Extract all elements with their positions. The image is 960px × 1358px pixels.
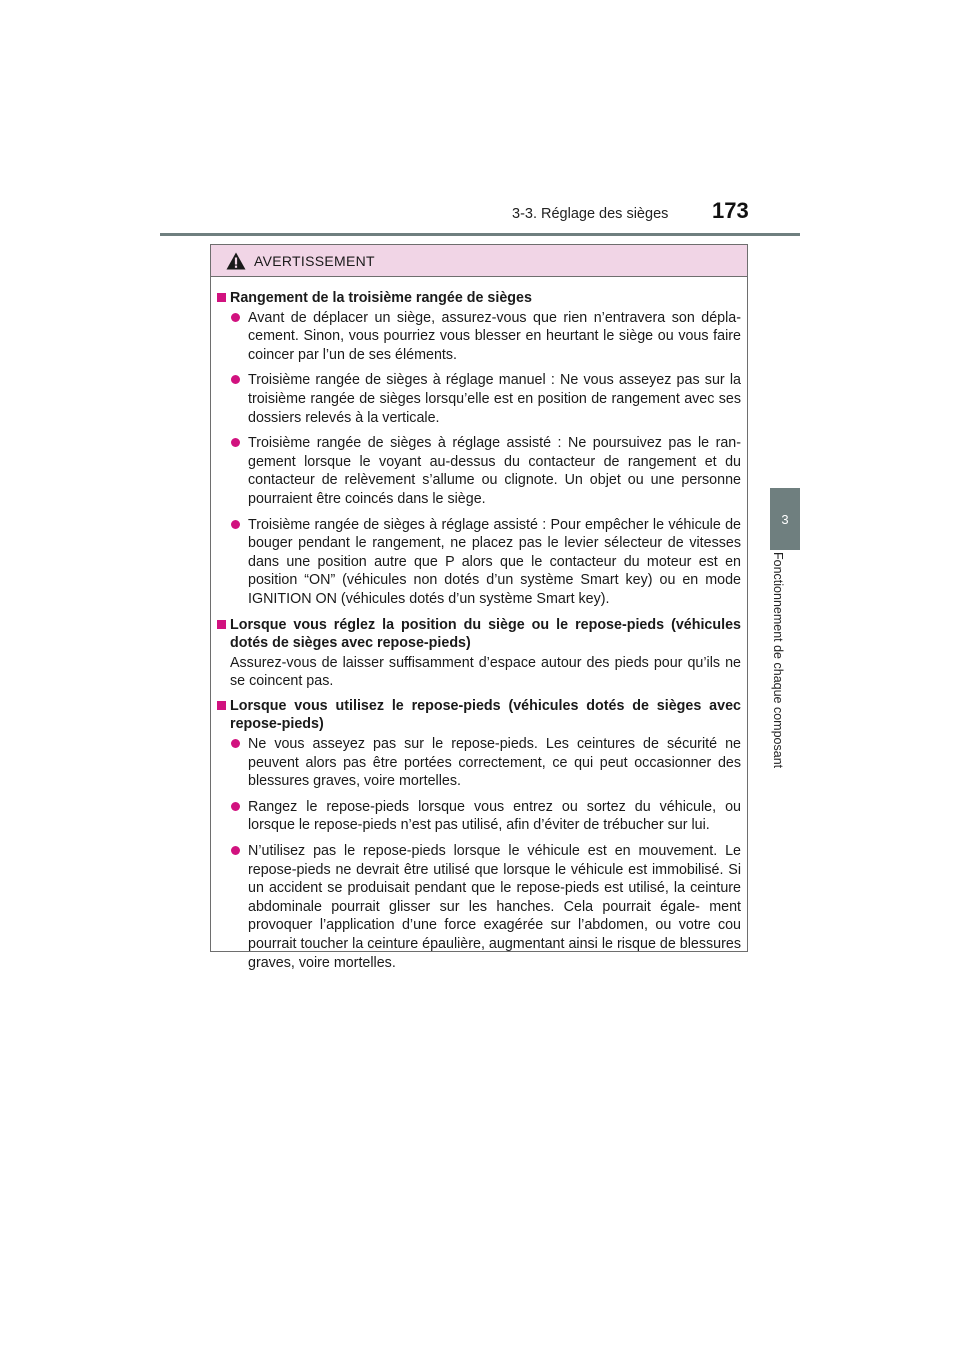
- header-rule: [160, 233, 800, 236]
- list-item: [217, 798, 741, 835]
- page-header: [0, 0, 960, 240]
- list-item: [217, 371, 741, 427]
- chapter-number: 3: [781, 511, 789, 527]
- list-item: [217, 842, 741, 972]
- warning-section: [217, 697, 741, 972]
- warning-section: [217, 616, 741, 691]
- warning-box: [210, 244, 748, 971]
- round-bullet-icon: [231, 375, 240, 384]
- list-item-text: Ne vous asseyez pas sur le repose-pieds. Les ceintures de sécurité ne peuvent alors pas être portées correctement, ce qui peut occasionner des blessures graves, voire mortelles.: [248, 736, 741, 790]
- list-item-text: Rangez le repose-pieds lorsque vous entrez ou sortez du véhicule, ou lorsque le repose-pieds n’est pas utilisé, afin d’éviter de trébucher sur lui.: [248, 798, 741, 834]
- section-heading: [217, 289, 741, 308]
- list-item-text: Avant de déplacer un siège, assurez-vous que rien n’entravera son dépla- cement. Sinon, vous pourriez vous blesser en heurtant le siège ou vous faire coincer par l’un de ses éléments.: [248, 309, 741, 363]
- section-text: Assurez-vous de laisser suffisamment d’espace autour des pieds pour qu’ils ne se coincent pas.: [230, 654, 741, 690]
- square-bullet-icon: [217, 701, 226, 710]
- square-bullet-icon: [217, 620, 226, 629]
- round-bullet-icon: [231, 802, 240, 811]
- round-bullet-icon: [231, 520, 240, 529]
- list-item-text: N’utilisez pas le repose-pieds lorsque le véhicule est en mouvement. Le repose-pieds ne devrait être utilisé que lorsque le véhicule est immobilisé. Si un accident se produisait pendant que le repose-pieds est utilisé, la ceinture abdominale pourrait glisser sur les hanches. Cela pourrait égale- ment provoquer l’application d’une force exagérée sur l’abdomen, ou votre cou pourrait toucher la ceinture épaulière, augmentant ainsi le risque de blessures graves, voire mortelles.: [248, 843, 741, 971]
- chapter-tab: [770, 488, 800, 550]
- list-item-text: Troisième rangée de sièges à réglage manuel : Ne vous asseyez pas sur la troisième rangée de sièges lorsqu’elle est en position de rangement avec ses dossiers relevés à la verticale.: [248, 372, 741, 426]
- section-heading-text: Lorsque vous utilisez le repose-pieds (véhicules dotés de sièges avec repose-pieds): [230, 697, 741, 733]
- warning-header: [211, 245, 747, 277]
- section-title: 3-3. Réglage des sièges: [512, 206, 669, 222]
- round-bullet-icon: [231, 739, 240, 748]
- round-bullet-icon: [231, 313, 240, 322]
- list-item: [217, 434, 741, 508]
- warning-body: [211, 277, 747, 972]
- page-number: 173: [712, 198, 749, 223]
- list-item: [217, 516, 741, 609]
- warning-triangle-icon: [226, 252, 246, 270]
- section-heading-text: Lorsque vous réglez la position du siège ou le repose-pieds (véhicules dotés de sièges avec repose-pieds): [230, 616, 741, 652]
- list-item-text: Troisième rangée de sièges à réglage assisté : Pour empêcher le véhicule de bouger pendant le rangement, ne placez pas le levier sélecteur de vitesses dans une position autre que P alors que le contacteur du moteur est en position “ON” (véhicules non dotés d’un système Smart key) ou en mode IGNITION ON (véhicules dotés d’un système Smart key).: [248, 516, 741, 607]
- section-heading: [217, 616, 741, 653]
- chapter-label: [767, 552, 785, 812]
- round-bullet-icon: [231, 846, 240, 855]
- list-item-text: Troisième rangée de sièges à réglage assisté : Ne poursuivez pas le ran- gement lorsque le voyant au-dessus du contacteur de rangement et du contacteur de relèvement s’allume ou clignote. Un objet ou une personne pourraient être coincés dans le siège.: [248, 435, 741, 507]
- chapter-label-text: Fonctionnement de chaque composant: [771, 552, 785, 769]
- section-heading-text: Rangement de la troisième rangée de sièges: [230, 290, 532, 306]
- list-item: [217, 735, 741, 791]
- warning-section: [217, 289, 741, 609]
- round-bullet-icon: [231, 438, 240, 447]
- square-bullet-icon: [217, 293, 226, 302]
- section-heading: [217, 697, 741, 734]
- warning-title: AVERTISSEMENT: [254, 253, 375, 269]
- list-item: [217, 309, 741, 365]
